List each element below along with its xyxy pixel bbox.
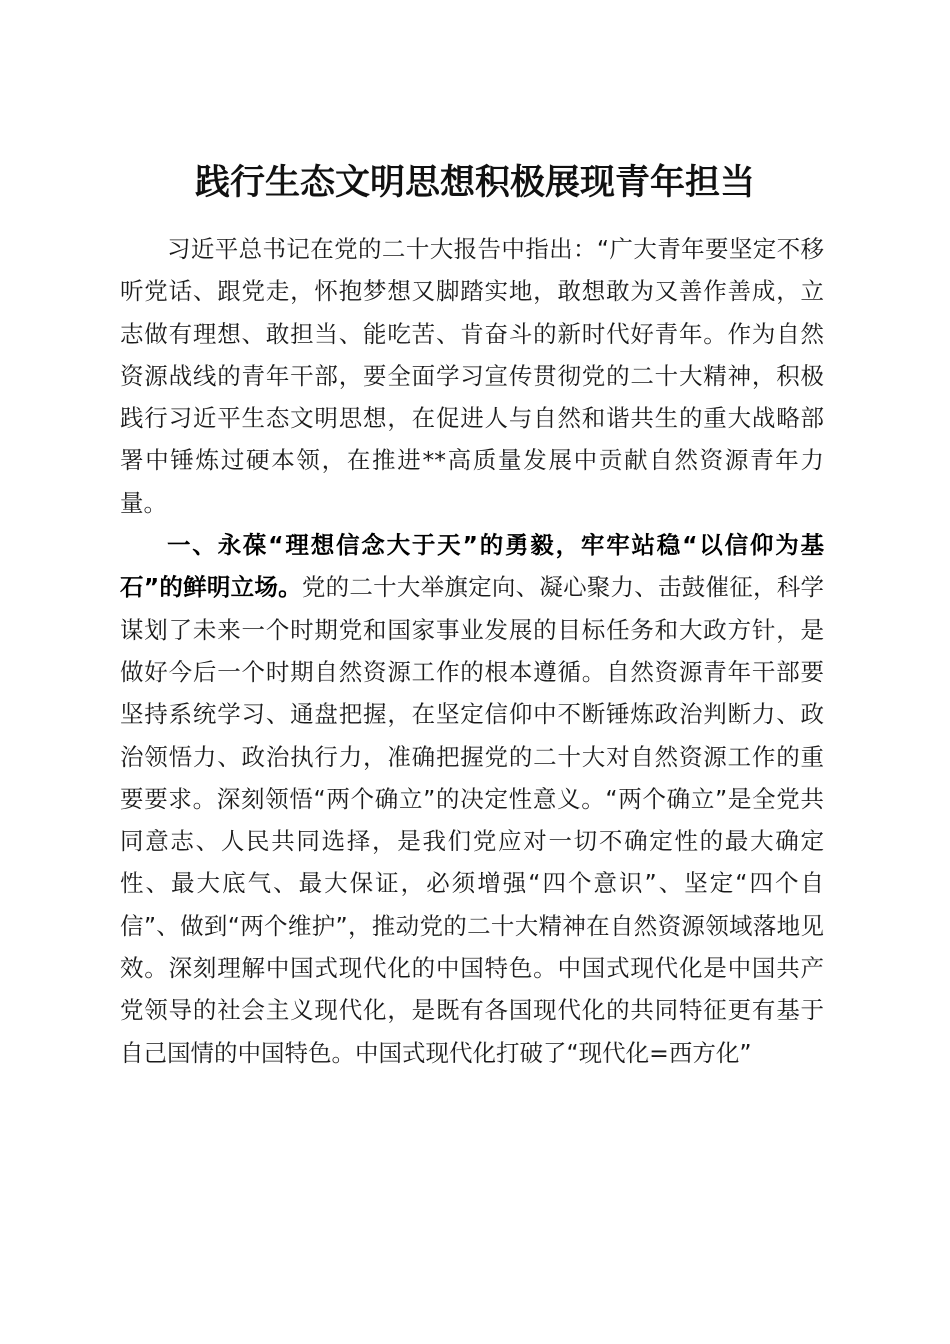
- section-one-heading: 一、永葆“理想信念大于天”的勇毅，牢牢站稳“以信仰为基石”的鲜明立场。: [120, 531, 824, 602]
- document-title: 践行生态文明思想积极展现青年担当: [194, 162, 755, 204]
- intro-paragraph-text: 习近平总书记在党的二十大报告中指出：“广大青年要坚定不移听党话、跟党走，怀抱梦想又脚踏实地，敢想敢为又善作善成，立志做有理想、敢担当、能吃苦、肯奋斗的新时代好青年。作为自然资源战线的青年干部，要全面学习宣传贯彻党的二十大精神，积极践行习近平生态文明思想，在促进人与自然和谐共生的重大战略部署中锤炼过硬本领，在推进**高质量发展中贡献自然资源青年力量。: [120, 235, 824, 517]
- intro-paragraph: [120, 228, 824, 524]
- section-one-paragraph: [120, 524, 824, 1074]
- document-body: [120, 228, 824, 1074]
- section-one-text: 党的二十大举旗定向、凝心聚力、击鼓催征，科学谋划了未来一个时期党和国家事业发展的目标任务和大政方针，是做好今后一个时期自然资源工作的根本遵循。自然资源青年干部要坚持系统学习、通盘把握，在坚定信仰中不断锤炼政治判断力、政治领悟力、政治执行力，准确把握党的二十大对自然资源工作的重要要求。深刻领悟“两个确立”的决定性意义。“两个确立”是全党共同意志、人民共同选择，是我们党应对一切不确定性的最大确定性、最大底气、最大保证，必须增强“四个意识”、坚定“四个自信”、做到“两个维护”，推动党的二十大精神在自然资源领域落地见效。深刻理解中国式现代化的中国特色。中国式现代化是中国共产党领导的社会主义现代化，是既有各国现代化的共同特征更有基于自己国情的中国特色。中国式现代化打破了“现代化=西方化”: [120, 573, 824, 1067]
